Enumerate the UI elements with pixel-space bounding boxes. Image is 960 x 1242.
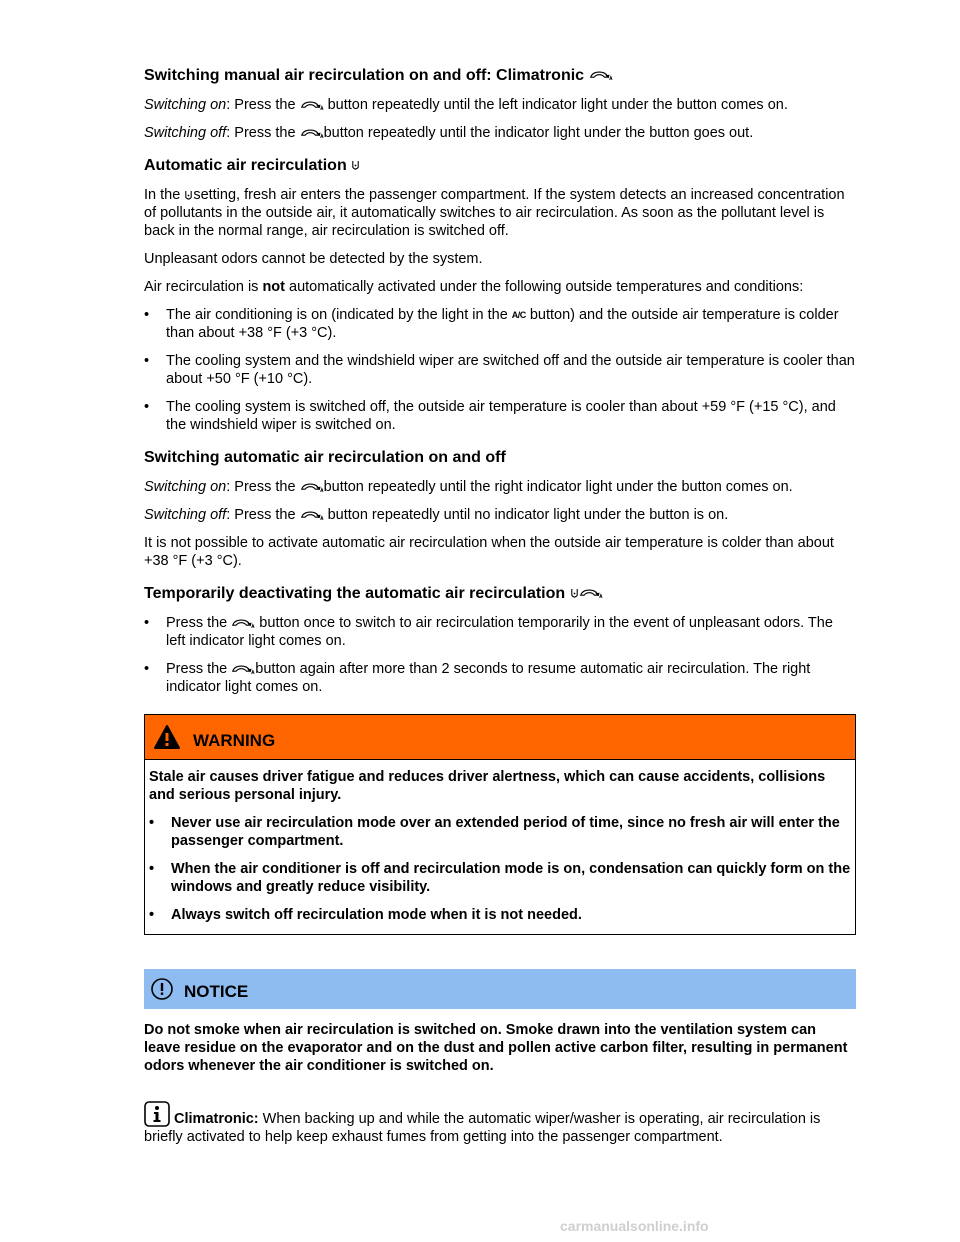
heading-automatic-recirculation: Automatic air recirculation <box>144 156 856 176</box>
cold-limit-paragraph: It is not possible to activate automatic air recirculation when the outside air temperature is colder than about +38 °F (+3 °C). <box>144 535 834 569</box>
list-item: • Always switch off recirculation mode when it is not needed. <box>149 907 582 923</box>
ac-icon: A/C <box>511 310 526 320</box>
auto-intro-paragraph: In the setting, fresh air enters the passenger compartment. If the system detects an increased concentration of pollutants in the outside air, it automatically switches to air recirculation. As soon as the pollutant level is back in the normal range, air recirculation is switched off. <box>144 187 845 239</box>
info-note: Climatronic: When backing up and while the automatic wiper/washer is operating, air recirculation is briefly activated to help keep exhaust fumes from getting into the passenger compartment. <box>144 1101 856 1146</box>
warning-body <box>145 760 855 924</box>
notice-paragraph: Do not smoke when air recirculation is switched on. Smoke drawn into the ventilation system can leave residue on the evaporator and on the dust and pollen active carbon filter, resulting in permanent odors whenever the air conditioner is switched on. <box>144 1022 848 1074</box>
info-icon <box>144 1101 170 1127</box>
exclamation-circle-icon <box>150 977 174 1001</box>
recirculation-icon <box>300 100 324 111</box>
auto-recirculation-icon <box>570 587 579 600</box>
list-item: • When the air conditioner is off and recirculation mode is on, condensation can quickly form on the windows and greatly reduce visibility. <box>149 861 851 895</box>
warning-header <box>145 715 855 760</box>
heading-temporarily-deactivating: Temporarily deactivating the automatic air recirculation <box>144 584 856 604</box>
auto-on-paragraph: Switching on: Press the button repeatedly until the right indicator light under the button comes on. <box>144 479 793 495</box>
recirculation-icon <box>300 128 324 139</box>
list-item: • The air conditioning is on (indicated by the light in the A/C button) and the outside air temperature is colder than about +38 °F (+3 °C). <box>144 307 839 341</box>
notice-header <box>144 969 856 1009</box>
warning-box <box>144 714 856 935</box>
document-page <box>144 66 856 1156</box>
recirculation-icon <box>231 618 255 629</box>
not-activated-paragraph: Air recirculation is not automatically activated under the following outside temperatures and conditions: <box>144 279 804 295</box>
warning-paragraph: Stale air causes driver fatigue and reduces driver alertness, which can cause accidents, collisions and serious personal injury. <box>149 769 826 803</box>
list-item: • The cooling system is switched off, the outside air temperature is cooler than about +59 °F (+15 °C), and the windshield wiper is switched on. <box>144 399 836 433</box>
recirculation-icon <box>579 588 603 599</box>
auto-recirculation-icon <box>351 159 360 172</box>
heading-switching-automatic: Switching automatic air recirculation on and off <box>144 449 506 466</box>
odor-paragraph: Unpleasant odors cannot be detected by the system. <box>144 251 483 267</box>
recirculation-icon <box>300 510 324 521</box>
notice-body <box>144 1009 856 1075</box>
auto-recirculation-icon <box>184 189 193 202</box>
list-item: • Press the button again after more than 2 seconds to resume automatic air recirculation. The right indicator light comes on. <box>144 661 811 695</box>
warning-triangle-icon <box>153 724 181 750</box>
list-item: • Press the button once to switch to air recirculation temporarily in the event of unpleasant odors. The left indicator light comes on. <box>144 615 833 649</box>
auto-off-paragraph: Switching off: Press the button repeatedly until no indicator light under the button is on. <box>144 507 729 523</box>
manual-on-paragraph: Switching on: Press the button repeatedly until the left indicator light under the button comes on. <box>144 97 788 113</box>
manual-off-paragraph: Switching off: Press the button repeatedly until the indicator light under the button goes out. <box>144 125 754 141</box>
warning-title: WARNING <box>193 731 276 750</box>
heading-manual-recirculation: Switching manual air recirculation on and off: Climatronic <box>144 66 856 86</box>
list-item: • The cooling system and the windshield wiper are switched off and the outside air temperature is cooler than about +50 °F (+10 °C). <box>144 353 855 387</box>
notice-title: NOTICE <box>184 982 249 1001</box>
recirculation-icon <box>589 70 613 81</box>
recirculation-icon <box>231 664 255 675</box>
watermark-footer: carmanualsonline.info <box>560 1218 709 1234</box>
recirculation-icon <box>300 482 324 493</box>
list-item: • Never use air recirculation mode over an extended period of time, since no fresh air will enter the passenger compartment. <box>149 815 840 849</box>
